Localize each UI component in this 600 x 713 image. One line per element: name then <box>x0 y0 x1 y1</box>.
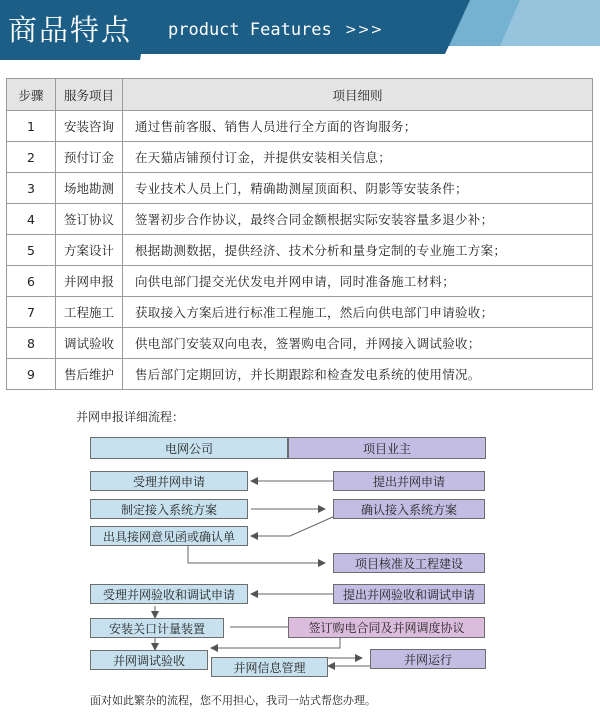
step-sign-contract: 签订购电合同及并网调度协议 <box>288 617 485 638</box>
service-detail: 签署初步合作协议，最终合同金额根据实际安装容量多退少补； <box>123 204 593 235</box>
step-accept-inspection: 受理并网验收和调试申请 <box>90 584 248 604</box>
footer-note: 面对如此繁杂的流程，您不用担心，我司一站式帮您办理。 <box>90 694 376 707</box>
step-approve-build: 项目核准及工程建设 <box>333 553 485 573</box>
step-install-meter: 安装关口计量装置 <box>90 618 224 638</box>
service-detail: 在天猫店铺预付订金，并提供安装相关信息； <box>123 142 593 173</box>
service-item: 安装咨询 <box>56 111 123 142</box>
step-number: 2 <box>7 142 56 173</box>
service-item: 调试验收 <box>56 328 123 359</box>
column-header-grid-company: 电网公司 <box>90 437 288 459</box>
step-number: 5 <box>7 235 56 266</box>
column-header-item: 服务项目 <box>56 79 123 111</box>
service-detail: 获取接入方案后进行标准工程施工，然后向供电部门申请验收； <box>123 297 593 328</box>
step-number: 3 <box>7 173 56 204</box>
column-header-step: 步骤 <box>7 79 56 111</box>
chevrons-icon: >>> <box>345 22 384 38</box>
step-accept-request: 受理并网申请 <box>90 471 248 491</box>
service-item: 签订协议 <box>56 204 123 235</box>
service-detail: 根据勘测数据，提供经济、技术分析和量身定制的专业施工方案； <box>123 235 593 266</box>
step-number: 9 <box>7 359 56 390</box>
step-number: 6 <box>7 266 56 297</box>
service-item: 预付订金 <box>56 142 123 173</box>
step-number: 4 <box>7 204 56 235</box>
service-detail: 售后部门定期回访，并长期跟踪和检查发电系统的使用情况。 <box>123 359 593 390</box>
service-item: 工程施工 <box>56 297 123 328</box>
step-submit-request: 提出并网申请 <box>333 471 485 491</box>
service-item: 售后维护 <box>56 359 123 390</box>
step-issue-opinion: 出具接网意见函或确认单 <box>90 526 248 546</box>
step-debug-accept: 并网调试验收 <box>90 650 208 670</box>
step-number: 8 <box>7 328 56 359</box>
service-detail: 专业技术人员上门，精确勘测屋顶面积、阴影等安装条件； <box>123 173 593 204</box>
arrow-connector <box>251 516 335 536</box>
service-item: 方案设计 <box>56 235 123 266</box>
step-number: 1 <box>7 111 56 142</box>
step-submit-inspection: 提出并网验收和调试申请 <box>333 584 485 604</box>
service-detail: 通过售前客服、销售人员进行全方面的咨询服务； <box>123 111 593 142</box>
service-item: 并网申报 <box>56 266 123 297</box>
step-operation: 并网运行 <box>370 649 486 669</box>
arrow-connector <box>188 545 325 563</box>
step-number: 7 <box>7 297 56 328</box>
step-make-plan: 制定接入系统方案 <box>90 499 248 519</box>
step-confirm-plan: 确认接入系统方案 <box>333 499 485 519</box>
column-header-detail: 项目细则 <box>123 79 593 111</box>
flow-title: 并网申报详细流程： <box>76 410 185 424</box>
page-title: 商品特点 <box>8 13 133 47</box>
arrow-connector <box>211 638 340 648</box>
page-subtitle: product Features <box>168 20 332 40</box>
step-info-management: 并网信息管理 <box>211 657 328 677</box>
service-detail: 供电部门安装双向电表，签署购电合同，并网接入调试验收； <box>123 328 593 359</box>
column-header-project-owner: 项目业主 <box>288 437 486 459</box>
service-detail: 向供电部门提交光伏发电并网申请，同时准备施工材料； <box>123 266 593 297</box>
service-item: 场地勘测 <box>56 173 123 204</box>
